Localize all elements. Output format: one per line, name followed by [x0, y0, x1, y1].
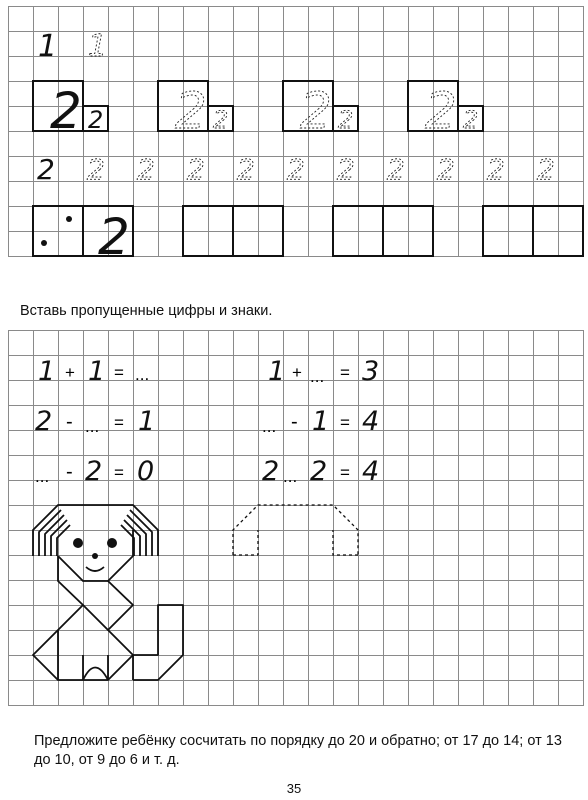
small-row-two-sample: 2 [37, 153, 55, 186]
dog-figure [33, 505, 183, 680]
dog-tail [133, 605, 183, 680]
big-two-trace-3: 2 [425, 82, 457, 140]
digit-two-small-row [37, 153, 555, 186]
ex-l2-res: 1 [138, 406, 156, 437]
ex-l2-a: 2 [35, 406, 53, 437]
small-row-two-trace-3: 2 [187, 153, 205, 186]
small-two-trace-1: 2 [213, 106, 229, 134]
small-row-two-trace-8: 2 [437, 153, 455, 186]
dog-nose [92, 553, 98, 559]
ex-r3-a: 2 [262, 456, 280, 487]
instruction-text: Вставь пропущенные цифры и знаки. [20, 303, 273, 319]
small-two-sample: 2 [88, 106, 104, 134]
small-row-two-trace-4: 2 [237, 153, 255, 186]
ex-r2-eq: = [340, 413, 350, 432]
dotted-dog-head-outline [233, 505, 358, 555]
small-two-trace-2: 2 [338, 106, 354, 134]
ex-l1-op: + [65, 363, 75, 382]
ex-r2-a: ... [262, 417, 277, 436]
small-row-two-trace-2: 2 [137, 153, 155, 186]
ex-r1-res: 3 [362, 356, 380, 387]
ex-r3-b: 2 [310, 456, 328, 487]
small-row-two-trace-5: 2 [287, 153, 305, 186]
ex-l3-op: - [66, 461, 73, 483]
dog-legs [83, 668, 108, 681]
ex-l3-b: 2 [85, 456, 103, 487]
ex-l1-a: 1 [38, 356, 56, 387]
ex-l3-a: ... [35, 467, 50, 486]
dog-left-ear-stripes [39, 510, 70, 556]
ex-r1-b: ... [310, 367, 325, 386]
small-row-two-trace-7: 2 [387, 153, 405, 186]
big-two-trace-2: 2 [300, 82, 332, 140]
digit-one-sample: 1 [38, 29, 58, 64]
parent-footnote: Предложите ребёнку сосчитать по порядку до 20 и обратно; от 17 до 14; от 13 до 10, от 9 до 6 и т. д. [34, 733, 562, 768]
ex-r1-a: 1 [268, 356, 286, 387]
dot-1 [66, 216, 72, 222]
ex-r2-b: 1 [312, 406, 330, 437]
dot-2 [41, 240, 47, 246]
small-two-trace-3: 2 [463, 106, 479, 134]
ex-r3-res: 4 [362, 456, 380, 487]
small-row-two-trace-10: 2 [537, 153, 555, 186]
ex-r2-op: - [291, 411, 298, 433]
ex-l2-b: ... [85, 417, 100, 436]
exercises-left [35, 356, 155, 487]
ex-l2-op: - [66, 411, 73, 433]
page-number: 35 [286, 781, 302, 796]
small-row-two-trace-6: 2 [337, 153, 355, 186]
ex-r1-eq: = [340, 363, 350, 382]
dog-mouth [86, 567, 104, 571]
ex-l3-res: 0 [137, 456, 155, 487]
big-two-sample: 2 [50, 82, 82, 140]
dog-right-eye [107, 538, 117, 548]
ex-l3-eq: = [114, 463, 124, 482]
small-row-two-trace-9: 2 [487, 153, 505, 186]
small-row-two-trace-1: 2 [87, 153, 105, 186]
digit-one-row [38, 29, 107, 64]
ex-l1-eq: = [114, 363, 124, 382]
ex-r3-op: ... [283, 467, 298, 486]
count-box-two: 2 [98, 208, 130, 266]
dog-right-ear-stripes [121, 510, 152, 556]
exercises-right [262, 356, 379, 487]
digit-one-trace: 1 [88, 29, 108, 64]
ex-r1-op: + [292, 363, 302, 382]
ex-l2-eq: = [114, 413, 124, 432]
big-two-trace-1: 2 [175, 82, 207, 140]
ex-l1-res: ... [135, 365, 150, 384]
dog-left-eye [73, 538, 83, 548]
ex-r2-res: 4 [362, 406, 380, 437]
ex-r3-eq: = [340, 463, 350, 482]
ex-l1-b: 1 [88, 356, 106, 387]
